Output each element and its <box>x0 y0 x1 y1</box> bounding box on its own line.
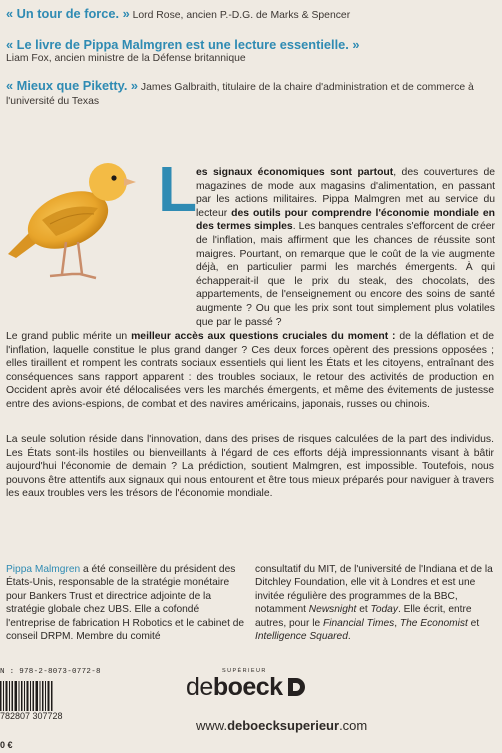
para-text: Le grand public mérite un <box>6 331 132 342</box>
publisher-tag: SUPÉRIEUR <box>222 668 267 674</box>
intro-paragraph <box>160 166 495 329</box>
canary-bird-illustration <box>6 150 144 295</box>
para-text: La seule solution réside dans l'innovation, dans des prises de risques calculées de la part des individus. Les États sont-ils hostiles ou bienveillants à l'égard de ces efforts déjà impressionnants visant à bâtir aujourd'hui l'économie de demain ? La prédiction, soutient Malmgren, est impossible. Toutefois, nous pouvons être attentifs aux signaux qui nous entourent et être tous mieux préparés pour naviguer à travers les eaux troubles vers les trésors de l'économie mondiale. <box>6 434 494 500</box>
bio-italic: Newsnight <box>308 604 357 616</box>
quote-source: Liam Fox, ancien ministre de la Défense britannique <box>6 53 246 64</box>
author-bio-right <box>255 563 497 643</box>
intro-text: , des couvertures de magazines de mode aux magasins d'alimentation, en passant par les actions militaires. Pippa Malmgren met au service du lecteur <box>196 167 495 219</box>
quote-source: James Galbraith, titulaire de la chaire d'administration et de commerce à l'université du Texas <box>6 82 474 107</box>
logo-de: de <box>186 673 213 701</box>
publisher-d-icon <box>286 677 306 697</box>
author-bio-left <box>6 563 246 643</box>
paragraph-public-access <box>6 330 494 412</box>
url-domain: deboecksuperieur <box>227 718 340 733</box>
bio-text: , <box>394 617 400 629</box>
quote-source: Lord Rose, ancien P.-D.G. de Marks & Spencer <box>129 10 351 21</box>
author-name: Pippa Malmgren <box>6 564 81 575</box>
intro-text-rest: . Les banques centrales s'efforcent de créer de l'inflation, mais affirment que les chances de réussite sont maigres. Pourtant, on remarque que le coût de la vie augmente déjà, en particulier parmi les marchés émergents. À qui échapperait-il que le prix du steak, des chocolats, des appartements, de l'enseignement ou encore des soins de santé augmente ? Ou que les prix sont tout simplement plus volatiles que par le passé ? <box>196 221 495 328</box>
bio-italic: Financial Times <box>322 617 395 629</box>
quote-fox <box>6 38 496 66</box>
url-prefix: www. <box>196 718 228 733</box>
bio-text: et <box>467 617 480 629</box>
paragraph-innovation <box>6 433 494 501</box>
url-suffix: .com <box>339 718 368 733</box>
quote-text: « Le livre de Pippa Malmgren est une lecture essentielle. » <box>6 37 360 52</box>
intro-bold-tools: des outils pour comprendre l'économie mondiale en des termes simples <box>196 207 496 233</box>
para-text: de la déflation et de l'inflation, laquelle constitue le plus grand danger ? Ces deux forces opèrent des pressions opposées ; elles tiraillent et rompent les contrats sociaux essentiels qui lient les États et les citoyens, entraînant des conséquences sans rapport apparent : des troubles sociaux, le retour des activités de production en Occident après avoir été délocalisées vers les marchés émergents, et même des évitements de justesse entre des avions-espions, de combat et des navires américains, japonais, russes ou chinois. <box>6 331 494 410</box>
bio-text: . <box>347 631 351 643</box>
barcode-number: 782807 307728 <box>0 711 63 721</box>
bio-text: . Elle écrit, entre autres, pour le <box>255 604 472 629</box>
publisher-url[interactable] <box>196 718 367 733</box>
quote-text: « Un tour de force. » <box>6 6 130 21</box>
bio-text: a été conseillère du président des États-Unis, responsable de la stratégie monétaire pour Bankers Trust et directrice adjointe de la stratégie globale chez UBS. Elle a cofondé l'entreprise de fabrication H Robotics et le cabinet de conseil DRPM. Membre du comité <box>6 564 245 643</box>
bio-italic: The Economist <box>399 617 468 629</box>
bio-text: et <box>356 604 371 616</box>
bio-italic: Today <box>370 604 398 616</box>
quote-rose <box>6 7 496 23</box>
barcode <box>0 681 54 711</box>
price: 0 € <box>0 740 13 750</box>
para-bold: meilleur accès aux questions cruciales du moment : <box>131 331 396 342</box>
intro-bold-lead: es signaux économiques sont partout <box>196 167 394 178</box>
logo-boeck: boeck <box>212 673 283 701</box>
bio-italic: Intelligence Squared <box>255 631 348 643</box>
quote-text: « Mieux que Piketty. » <box>6 78 139 93</box>
isbn: N : 978-2-8073-0772-8 <box>0 668 101 676</box>
bio-text: consultatif du MIT, de l'université de l'Indiana et de la Ditchley Foundation, elle vit à Londres et est une invitée régulière des programmes de la BBC, notamment <box>255 564 493 616</box>
quote-galbraith <box>6 79 496 109</box>
drop-cap: L <box>158 153 198 225</box>
publisher-logo <box>186 673 306 702</box>
